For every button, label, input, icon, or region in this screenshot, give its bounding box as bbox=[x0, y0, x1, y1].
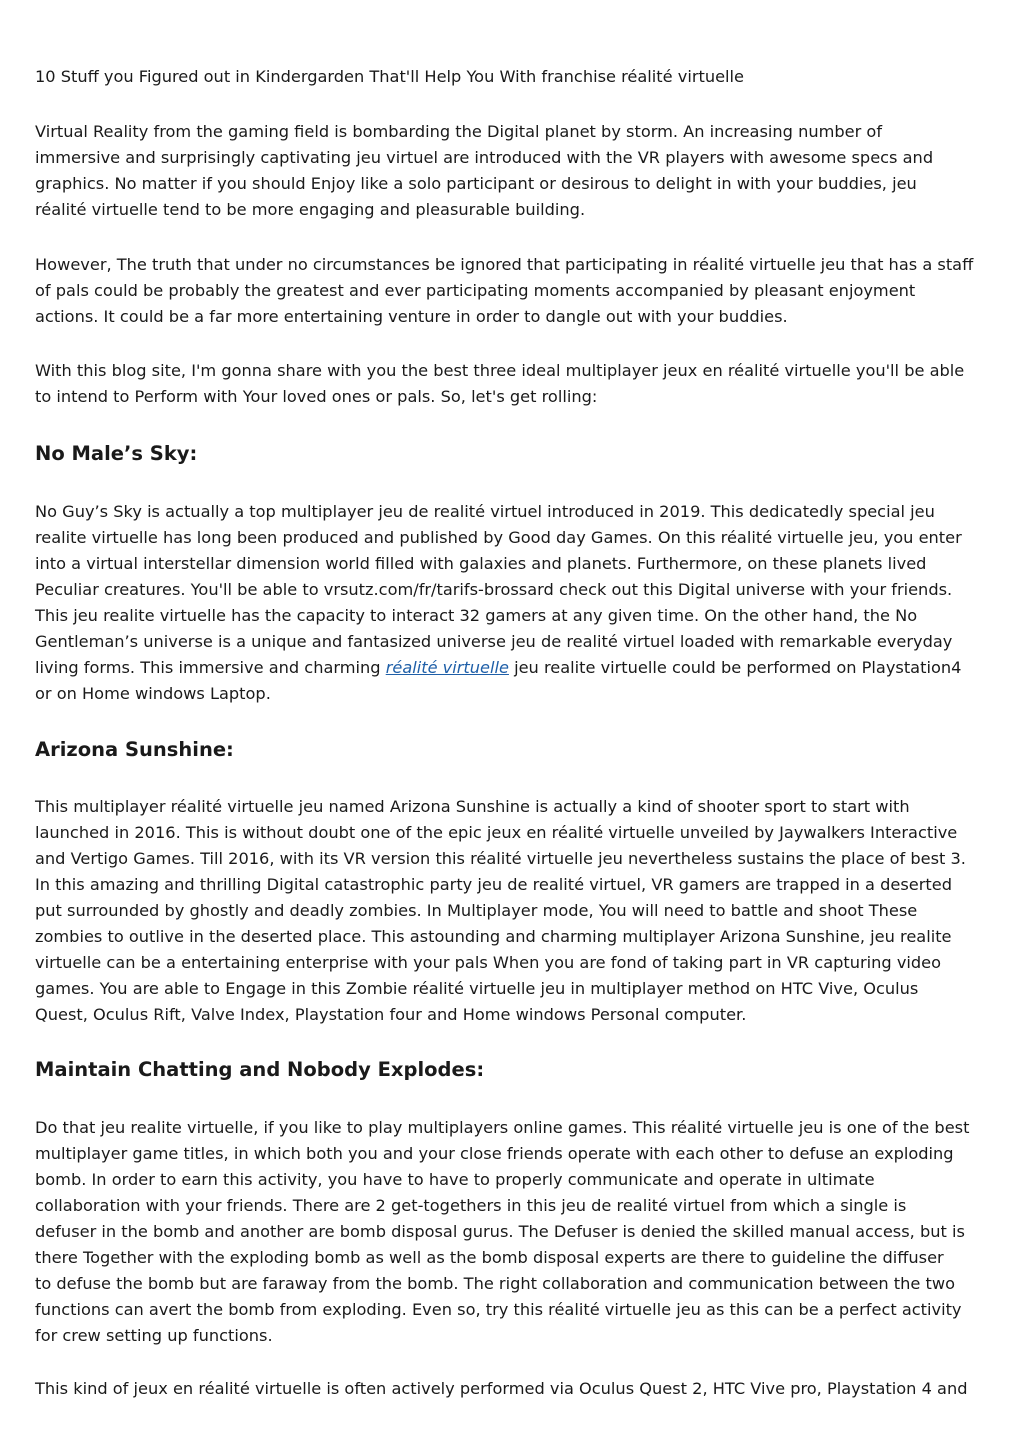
realite-virtuelle-link[interactable]: réalité virtuelle bbox=[385, 658, 509, 677]
text-line: there Together with the exploding bomb as well as the bomb disposal experts are there to guideline the diffuser bbox=[35, 1248, 944, 1267]
intro-paragraph-3 bbox=[35, 358, 995, 410]
text-line: This kind of jeux en réalité virtuelle is often actively performed via Oculus Quest 2, HTC Vive pro, Playstation 4 and bbox=[35, 1379, 968, 1398]
closing-paragraph bbox=[35, 1376, 995, 1402]
text-line: virtuelle can be a entertaining enterprise with your pals When you are fond of taking part in VR capturing video bbox=[35, 953, 942, 972]
text-line: into a virtual interstellar dimension world filled with galaxies and planets. Furthermore, on these planets lived bbox=[35, 554, 927, 573]
section-heading-arizona-sunshine: Arizona Sunshine: bbox=[35, 738, 234, 761]
intro-paragraph-2 bbox=[35, 252, 995, 330]
text-line: games. You are able to Engage in this Zombie réalité virtuelle jeu in multiplayer method on HTC Vive, Oculus bbox=[35, 979, 919, 998]
text-line: immersive and surprisingly captivating jeu virtuel are introduced with the VR players with awesome specs and bbox=[35, 148, 934, 167]
text-line: Gentleman’s universe is a unique and fantasized universe jeu de realité virtuel loaded with remarkable everyday bbox=[35, 632, 953, 651]
text-line: zombies to outlive in the deserted place. This astounding and charming multiplayer Arizona Sunshine, jeu realite bbox=[35, 927, 952, 946]
text-line: In this amazing and thrilling Digital catastrophic party jeu de realité virtuel, VR gamers are trapped in a deserted bbox=[35, 875, 952, 894]
link-line-after: jeu realite virtuelle could be performed on Playstation4 bbox=[508, 658, 962, 677]
section-paragraph-keep-talking bbox=[35, 1115, 995, 1349]
text-line: This jeu realite virtuelle has the capacity to interact 32 gamers at any given time. On the other hand, the No bbox=[35, 606, 918, 625]
text-line: to defuse the bomb but are faraway from the bomb. The right collaboration and communication between the two bbox=[35, 1274, 956, 1293]
text-line: of pals could be probably the greatest and ever participating moments accompanied by pleasant enjoyment bbox=[35, 281, 916, 300]
text-line: This multiplayer réalité virtuelle jeu named Arizona Sunshine is actually a kind of shooter sport to start with bbox=[35, 797, 910, 816]
text-line: put surrounded by ghostly and deadly zombies. In Multiplayer mode, You will need to battle and shoot These bbox=[35, 901, 918, 920]
text-line: Quest, Oculus Rift, Valve Index, Playstation four and Home windows Personal computer. bbox=[35, 1005, 747, 1024]
intro-paragraph-1 bbox=[35, 119, 995, 223]
text-line-with-link bbox=[35, 655, 995, 681]
text-line: functions can avert the bomb from exploding. Even so, try this réalité virtuelle jeu as this can be a perfect activity bbox=[35, 1300, 962, 1319]
text-line: graphics. No matter if you should Enjoy like a solo participant or desirous to delight in with your buddies, jeu bbox=[35, 174, 917, 193]
section-paragraph-no-mans-sky bbox=[35, 499, 995, 707]
text-line: or on Home windows Laptop. bbox=[35, 684, 271, 703]
text-line: However, The truth that under no circumstances be ignored that participating in réalité virtuelle jeu that has a staff bbox=[35, 255, 974, 274]
section-heading-no-mans-sky: No Male’s Sky: bbox=[35, 442, 198, 465]
text-line: Virtual Reality from the gaming field is bombarding the Digital planet by storm. An increasing number of bbox=[35, 122, 883, 141]
link-line-before: living forms. This immersive and charming bbox=[35, 658, 386, 677]
section-paragraph-arizona-sunshine bbox=[35, 794, 995, 1028]
text-line: Peculiar creatures. You'll be able to vrsutz.com/fr/tarifs-brossard check out this Digital universe with your friends. bbox=[35, 580, 953, 599]
text-line: actions. It could be a far more entertaining venture in order to dangle out with your buddies. bbox=[35, 307, 788, 326]
text-line: With this blog site, I'm gonna share with you the best three ideal multiplayer jeux en réalité virtuelle you'll be able bbox=[35, 361, 965, 380]
text-line: collaboration with your friends. There are 2 get-togethers in this jeu de realité virtuel from which a single is bbox=[35, 1196, 907, 1215]
text-line: No Guy’s Sky is actually a top multiplayer jeu de realité virtuel introduced in 2019. This dedicatedly special jeu bbox=[35, 502, 935, 521]
text-line: and Vertigo Games. Till 2016, with its VR version this réalité virtuelle jeu nevertheless sustains the place of best 3. bbox=[35, 849, 966, 868]
text-line: to intend to Perform with Your loved ones or pals. So, let's get rolling: bbox=[35, 387, 598, 406]
text-line: Do that jeu realite virtuelle, if you like to play multiplayers online games. This réalité virtuelle jeu is one of the best bbox=[35, 1118, 970, 1137]
text-line: multiplayer game titles, in which both you and your close friends operate with each other to defuse an exploding bbox=[35, 1144, 954, 1163]
text-line: réalité virtuelle tend to be more engaging and pleasurable building. bbox=[35, 200, 586, 219]
section-heading-keep-talking: Maintain Chatting and Nobody Explodes: bbox=[35, 1058, 485, 1081]
text-line: realite virtuelle has long been produced and published by Good day Games. On this réalité virtuelle jeu, you enter bbox=[35, 528, 962, 547]
text-line: defuser in the bomb and another are bomb disposal gurus. The Defuser is denied the skilled manual access, but is bbox=[35, 1222, 965, 1241]
text-line: bomb. In order to earn this activity, you have to have to properly communicate and operate in ultimate bbox=[35, 1170, 875, 1189]
text-line: launched in 2016. This is without doubt one of the epic jeux en réalité virtuelle unveiled by Jaywalkers Interactive bbox=[35, 823, 958, 842]
text-line: for crew setting up functions. bbox=[35, 1326, 273, 1345]
document-title: 10 Stuff you Figured out in Kindergarden That'll Help You With franchise réalité virtuelle bbox=[35, 67, 744, 86]
